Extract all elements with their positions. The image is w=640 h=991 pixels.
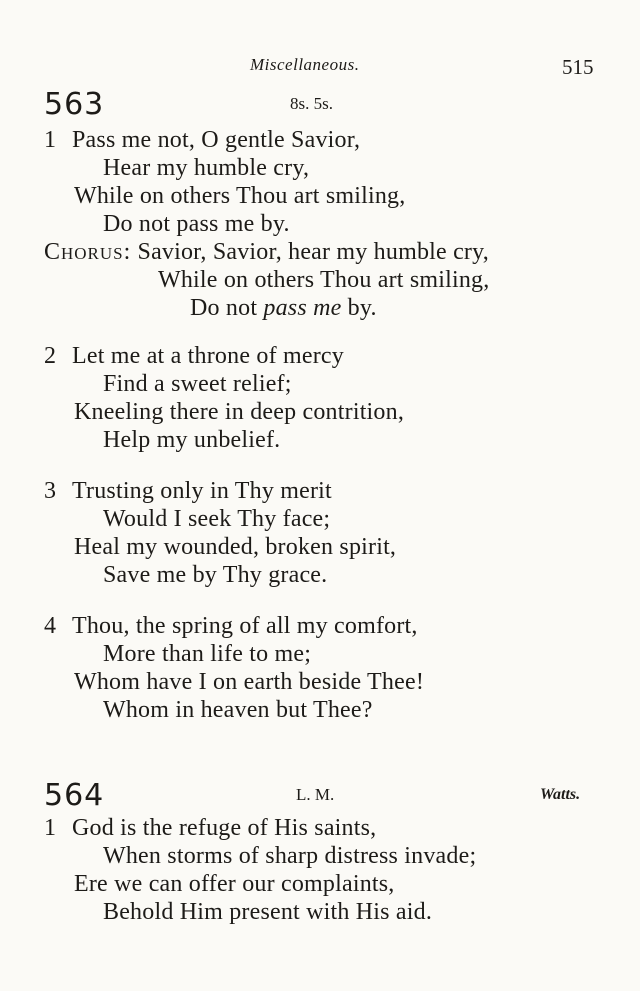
- hymn-meter: 8s. 5s.: [290, 94, 333, 113]
- verse-line: Whom have I on earth beside Thee!: [74, 669, 425, 695]
- hymn-meter: L. M.: [296, 785, 335, 804]
- verse-line: Whom in heaven but Thee?: [103, 697, 373, 723]
- verse-line: 1 Pass me not, O gentle Savior,: [44, 127, 361, 153]
- verse-line: 4 Thou, the spring of all my comfort,: [44, 613, 418, 639]
- verse-line: Heal my wounded, broken spirit,: [74, 534, 397, 560]
- verse-line: Do not pass me by.: [103, 211, 290, 237]
- chorus-line: Do not pass me by.: [190, 295, 377, 321]
- verse-number: 3: [44, 478, 57, 504]
- hymn-number: 563: [44, 87, 105, 122]
- verse-number: 2: [44, 343, 57, 369]
- emphasis: pass me: [263, 295, 342, 321]
- verse-line: More than life to me;: [103, 641, 312, 667]
- chorus-line: Chorus: Savior, Savior, hear my humble cry,: [44, 239, 489, 265]
- chorus-line: While on others Thou art smiling,: [158, 267, 490, 293]
- verse-line: Behold Him present with His aid.: [103, 899, 433, 925]
- verse-line: Find a sweet relief;: [103, 371, 292, 397]
- verse-line: 2 Let me at a throne of mercy: [44, 343, 344, 369]
- page-number: 515: [562, 55, 594, 79]
- running-title: Miscellaneous.: [250, 55, 360, 74]
- hymn-number: 564: [44, 778, 105, 813]
- verse-line: Save me by Thy grace.: [103, 562, 328, 588]
- verse-line: Help my unbelief.: [103, 427, 281, 453]
- hymn-author: Watts.: [540, 786, 581, 803]
- verse-line: Hear my humble cry,: [103, 155, 310, 181]
- verse-line: 3 Trusting only in Thy merit: [44, 478, 332, 504]
- verse-line: When storms of sharp distress invade;: [103, 843, 477, 869]
- verse-line: 1 God is the refuge of His saints,: [44, 815, 377, 841]
- verse-number: 4: [44, 613, 57, 639]
- verse-line: Would I seek Thy face;: [103, 506, 331, 532]
- verse-line: Ere we can offer our complaints,: [74, 871, 395, 897]
- verse-number: 1: [44, 815, 57, 841]
- verse-number: 1: [44, 127, 57, 153]
- verse-line: While on others Thou art smiling,: [74, 183, 406, 209]
- chorus-label: Chorus:: [44, 239, 132, 265]
- verse-line: Kneeling there in deep contrition,: [74, 399, 405, 425]
